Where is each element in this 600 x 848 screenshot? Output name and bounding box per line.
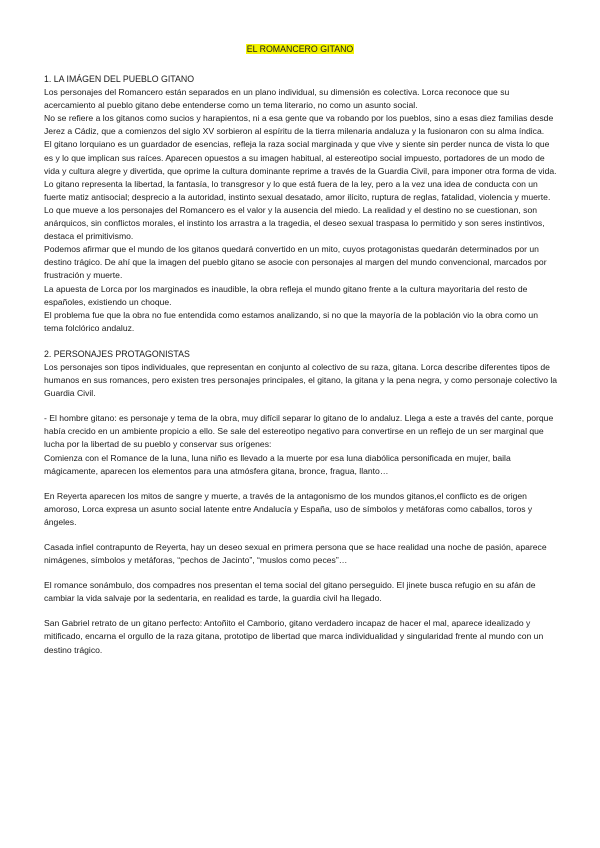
spacer: [44, 335, 558, 348]
paragraph: Lo que mueve a los personajes del Romancero es el valor y la ausencia del miedo. La realidad y el destino no se cuestionan, son anárquicos, sin conflictos morales, el instinto los arrastra a la tragedia, el deseo sexual traspasa lo permitido y son seres instintivos, destaca el primitivismo.: [44, 204, 545, 242]
document-body: [44, 73, 558, 657]
section-heading: 1. LA IMÁGEN DEL PUEBLO GITANO: [44, 74, 195, 84]
document-title: [0, 43, 600, 55]
spacer: [44, 400, 558, 412]
paragraph: El romance sonámbulo, dos compadres nos presentan el tema social del gitano perseguido. El jinete busca refugio en su afán de cambiar la vida salvaje por la sedentaria, en realidad es tarde, la guardia civil ha llegado.: [44, 580, 536, 604]
paragraph: Podemos afirmar que el mundo de los gitanos quedará convertido en un mito, cuyos protagonistas quedarán determinados por un destino trágico. De ahí que la imagen del pueblo gitano se asocie con personajes al margen del mundo convencional, marcados por frustración y muerte.: [44, 244, 547, 281]
paragraph: Comienza con el Romance de la luna, luna niño es llevado a la muerte por esa luna diabólica personificada en mujer, baila mágicamente, aparecen los elementos para una atmósfera gitana, bronce, fragua, llanto…: [44, 452, 511, 476]
paragraph: En Reyerta aparecen los mitos de sangre y muerte, a través de la antagonismo de los mundos gitanos,el conflicto es de origen amoroso, Lorca expresa un asunto social latente entre Andalucía y España, uso de símbolos y metáforas como caballos, toros y ángeles.: [44, 490, 533, 527]
spacer: [44, 605, 558, 617]
paragraph: No se refiere a los gitanos como sucios y harapientos, ni a esa gente que va robando por los pueblos, sino a esas diez familias desde Jerez a Cádiz, que a comienzos del siglo XV sorbieron al espíritu de la tierra milenaria andaluza y la fusionaron con su alma índica.: [44, 113, 554, 137]
paragraph: El problema fue que la obra no fue entendida como estamos analizando, si no que la mayoría de la población vio la obra como un tema folclórico andaluz.: [44, 309, 538, 333]
spacer: [44, 567, 558, 579]
spacer: [44, 478, 558, 490]
paragraph: El gitano lorquiano es un guardador de esencias, refleja la raza social marginada y que vive y siente sin perder nunca de vista lo que es y lo que implican sus raíces. Aparecen opuestos a su imagen habitual, al estereotipo social impuesto, portadores de un modo de vida y cultura alegre y divertida, que oprime la cultura dominante reprime a través de la Guardia Civil, para imponer otra forma de vida.: [44, 139, 557, 176]
title-highlight: EL ROMANCERO GITANO: [246, 44, 354, 54]
paragraph: La apuesta de Lorca por los marginados es inaudible, la obra refleja el mundo gitano frente a la cultura mayoritaria del resto de españoles, existiendo un choque.: [44, 283, 528, 307]
paragraph: Los personajes del Romancero están separados en un plano individual, su dimensión es colectiva. Lorca reconoce que su acercamiento al pueblo gitano debe entenderse como un tema literario, no como un asunto social.: [44, 87, 510, 111]
paragraph: - El hombre gitano: es personaje y tema de la obra, muy difícil separar lo gitano de lo andaluz. Llega a este a través del cante, porque había crecido en un ambiente propicio a ello. Se sale del estereotipo negativo para convertirse en un reflejo de un ser marginal que lucha por la libertad de su pueblo y conservar sus orígenes:: [44, 413, 554, 450]
spacer: [44, 529, 558, 541]
paragraph: Los personajes son tipos individuales, que representan en conjunto al colectivo de su raza, gitana. Lorca describe diferentes tipos de humanos en sus romances, pero existen tres personajes principales, el gitano, la gitana y la pena negra, y como personaje colectivo la Guardia Civil.: [44, 361, 558, 399]
paragraph: Casada infiel contrapunto de Reyerta, hay un deseo sexual en primera persona que se hace realidad una noche de pasión, aparece nimágenes, símbolos y metáforas, “pechos de Jacinto”, “muslos como peces”…: [44, 542, 547, 566]
paragraph: San Gabriel retrato de un gitano perfecto: Antoñito el Camborio, gitano verdadero incapaz de hacer el mal, aparece idealizado y mitificado, encarna el orgullo de la raza gitana, prototipo de libertad que marca individualidad y singularidad frente al mundo con un destino trágico.: [44, 618, 544, 655]
paragraph: Lo gitano representa la libertad, la fantasía, lo transgresor y lo que está fuera de la ley, pero a la vez una idea de conducta con un fuerte matiz antisocial; desprecio a la autoridad, instinto sexual desatado, amor ilícito, ruptura de reglas, fatalidad, violencia y muerte.: [44, 178, 551, 202]
section-heading: 2. PERSONAJES PROTAGONISTAS: [44, 348, 190, 359]
